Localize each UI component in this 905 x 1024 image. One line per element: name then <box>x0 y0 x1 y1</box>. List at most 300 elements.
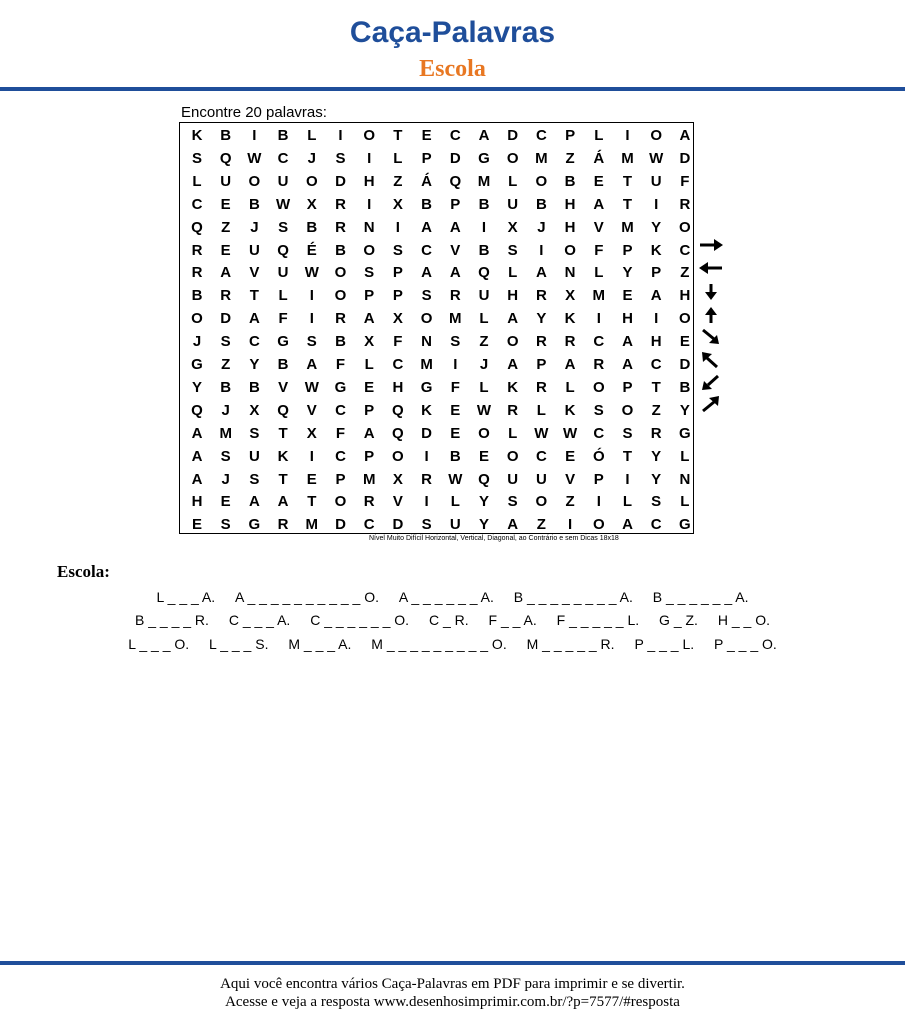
grid-letter[interactable]: S <box>507 493 518 511</box>
grid-letter[interactable]: E <box>593 172 604 190</box>
grid-letter[interactable]: R <box>650 424 662 442</box>
grid-letter[interactable]: I <box>367 149 372 167</box>
grid-letter[interactable]: F <box>278 310 288 328</box>
grid-letter[interactable]: A <box>507 310 519 328</box>
grid-letter[interactable]: D <box>449 149 461 167</box>
grid-letter[interactable]: H <box>650 333 662 351</box>
grid-letter[interactable]: L <box>479 378 489 396</box>
grid-letter[interactable]: O <box>506 149 519 167</box>
grid-letter[interactable]: A <box>248 493 260 511</box>
grid-letter[interactable]: W <box>247 149 262 167</box>
grid-letter[interactable]: A <box>622 516 633 534</box>
grid-letter[interactable]: A <box>478 127 490 144</box>
grid-letter[interactable]: E <box>679 333 690 351</box>
grid-letter[interactable]: U <box>220 172 232 190</box>
grid-letter[interactable]: J <box>221 470 230 488</box>
grid-letter[interactable]: V <box>593 218 604 236</box>
grid-letter[interactable]: C <box>335 447 346 465</box>
grid-letter[interactable]: Z <box>651 401 661 419</box>
grid-letter[interactable]: I <box>654 195 659 213</box>
grid-letter[interactable]: I <box>309 287 314 305</box>
grid-letter[interactable]: S <box>191 149 202 167</box>
grid-letter[interactable]: Q <box>277 401 289 419</box>
grid-letter[interactable]: V <box>392 493 403 511</box>
grid-letter[interactable]: P <box>335 470 346 488</box>
grid-letter[interactable]: O <box>478 424 490 442</box>
grid-letter[interactable]: H <box>564 195 576 213</box>
grid-letter[interactable]: A <box>191 447 203 465</box>
grid-letter[interactable]: K <box>507 378 519 396</box>
grid-letter[interactable]: B <box>248 195 260 213</box>
grid-letter[interactable]: S <box>335 149 346 167</box>
grid-letter[interactable]: J <box>307 149 316 167</box>
grid-letter[interactable]: B <box>449 447 461 465</box>
grid-letter[interactable]: K <box>277 447 289 465</box>
grid-letter[interactable]: A <box>449 264 461 282</box>
grid-letter[interactable]: J <box>479 356 489 373</box>
grid-letter[interactable]: T <box>307 493 317 511</box>
grid-letter[interactable]: R <box>191 264 203 282</box>
grid-letter[interactable]: N <box>363 218 375 236</box>
grid-letter[interactable]: I <box>367 195 372 213</box>
grid-letter[interactable]: É <box>306 241 317 259</box>
grid-letter[interactable]: W <box>304 264 319 282</box>
grid-letter[interactable]: I <box>252 127 257 144</box>
grid-letter[interactable]: Ó <box>592 447 605 465</box>
grid-letter[interactable]: I <box>338 127 343 144</box>
grid-letter[interactable]: Y <box>191 378 202 396</box>
grid-letter[interactable]: L <box>508 424 518 442</box>
grid-letter[interactable]: M <box>621 149 634 167</box>
grid-letter[interactable]: X <box>392 470 403 488</box>
grid-letter[interactable]: F <box>335 356 346 373</box>
grid-letter[interactable]: A <box>593 195 605 213</box>
grid-letter[interactable]: P <box>364 401 375 419</box>
grid-letter[interactable]: O <box>679 310 691 328</box>
grid-letter[interactable]: L <box>307 127 317 144</box>
grid-letter[interactable]: I <box>395 218 400 236</box>
grid-letter[interactable]: C <box>593 424 605 442</box>
grid-letter[interactable]: Y <box>536 310 547 328</box>
grid-letter[interactable]: K <box>421 401 433 419</box>
grid-letter[interactable]: R <box>191 241 203 259</box>
grid-letter[interactable]: H <box>191 493 203 511</box>
grid-letter[interactable]: G <box>420 378 433 396</box>
grid-letter[interactable]: E <box>220 195 231 213</box>
grid-letter[interactable]: S <box>220 516 231 534</box>
grid-letter[interactable]: Y <box>679 401 690 419</box>
grid-letter[interactable]: Y <box>651 218 662 236</box>
grid-letter[interactable]: F <box>594 241 604 259</box>
grid-letter[interactable]: O <box>564 241 576 259</box>
grid-letter[interactable]: S <box>622 424 633 442</box>
grid-letter[interactable]: Y <box>478 493 489 511</box>
grid-letter[interactable]: Z <box>393 172 403 190</box>
grid-letter[interactable]: O <box>535 172 548 190</box>
grid-letter[interactable]: A <box>535 264 547 282</box>
grid-letter[interactable]: C <box>535 447 547 465</box>
grid-letter[interactable]: W <box>534 424 549 442</box>
grid-letter[interactable]: L <box>565 378 575 396</box>
grid-letter[interactable]: R <box>535 287 547 305</box>
grid-letter[interactable]: U <box>535 470 547 488</box>
grid-letter[interactable]: S <box>392 241 403 259</box>
grid-letter[interactable]: Q <box>191 218 203 236</box>
grid-letter[interactable]: U <box>507 195 519 213</box>
grid-letter[interactable]: T <box>249 287 259 305</box>
grid-letter[interactable]: L <box>594 127 604 144</box>
grid-letter[interactable]: I <box>596 310 601 328</box>
grid-letter[interactable]: T <box>278 424 288 442</box>
grid-letter[interactable]: Á <box>593 149 605 167</box>
grid-letter[interactable]: N <box>564 264 576 282</box>
grid-letter[interactable]: R <box>564 333 576 351</box>
grid-letter[interactable]: T <box>622 447 633 465</box>
grid-letter[interactable]: O <box>506 333 519 351</box>
grid-letter[interactable]: N <box>679 470 691 488</box>
grid-letter[interactable]: O <box>621 401 634 419</box>
grid-letter[interactable]: H <box>392 378 404 396</box>
grid-letter[interactable]: O <box>679 218 691 236</box>
grid-letter[interactable]: L <box>192 172 202 190</box>
grid-letter[interactable]: Q <box>478 264 490 282</box>
grid-letter[interactable]: L <box>536 401 546 419</box>
grid-letter[interactable]: H <box>679 287 691 305</box>
grid-letter[interactable]: R <box>335 218 346 236</box>
grid-letter[interactable]: G <box>191 356 203 373</box>
grid-letter[interactable]: X <box>306 195 317 213</box>
grid-letter[interactable]: N <box>421 333 433 351</box>
grid-letter[interactable]: D <box>392 516 404 534</box>
grid-letter[interactable]: Q <box>449 172 462 190</box>
grid-letter[interactable]: M <box>449 310 462 328</box>
grid-letter[interactable]: K <box>191 127 203 144</box>
grid-letter[interactable]: I <box>424 447 429 465</box>
grid-letter[interactable]: D <box>335 516 346 534</box>
grid-letter[interactable]: E <box>421 127 432 144</box>
grid-letter[interactable]: D <box>679 149 691 167</box>
grid-letter[interactable]: R <box>335 310 346 328</box>
grid-letter[interactable]: B <box>564 172 576 190</box>
grid-letter[interactable]: Z <box>479 333 489 351</box>
grid-letter[interactable]: S <box>421 516 432 534</box>
grid-letter[interactable]: L <box>594 264 604 282</box>
grid-letter[interactable]: O <box>650 127 663 144</box>
grid-letter[interactable]: R <box>363 493 375 511</box>
grid-letter[interactable]: R <box>421 470 433 488</box>
grid-letter[interactable]: E <box>191 516 202 534</box>
grid-letter[interactable]: M <box>592 287 606 305</box>
grid-letter[interactable]: V <box>565 470 576 488</box>
grid-letter[interactable]: J <box>192 333 202 351</box>
grid-letter[interactable]: X <box>392 195 403 213</box>
grid-letter[interactable]: O <box>334 287 347 305</box>
grid-letter[interactable]: B <box>335 241 346 259</box>
grid-letter[interactable]: P <box>565 127 576 144</box>
grid-letter[interactable]: B <box>277 356 289 373</box>
grid-letter[interactable]: E <box>364 378 375 396</box>
grid-letter[interactable]: C <box>421 241 433 259</box>
grid-letter[interactable]: G <box>248 516 261 534</box>
grid-letter[interactable]: M <box>420 356 433 373</box>
grid-letter[interactable]: F <box>680 172 690 190</box>
grid-letter[interactable]: A <box>622 333 633 351</box>
grid-letter[interactable]: O <box>592 378 605 396</box>
grid-letter[interactable]: B <box>220 378 232 396</box>
grid-letter[interactable]: E <box>220 241 231 259</box>
grid-letter[interactable]: C <box>650 516 662 534</box>
grid-letter[interactable]: O <box>248 172 261 190</box>
grid-letter[interactable]: A <box>248 310 260 328</box>
grid-letter[interactable]: E <box>450 401 461 419</box>
grid-letter[interactable]: U <box>507 470 519 488</box>
grid-letter[interactable]: V <box>249 264 260 282</box>
grid-letter[interactable]: S <box>278 218 289 236</box>
grid-letter[interactable]: O <box>191 310 203 328</box>
grid-letter[interactable]: V <box>278 378 289 396</box>
grid-letter[interactable]: F <box>393 333 403 351</box>
grid-letter[interactable]: O <box>334 264 347 282</box>
grid-letter[interactable]: Y <box>622 264 633 282</box>
grid-letter[interactable]: V <box>306 401 317 419</box>
grid-letter[interactable]: R <box>535 378 547 396</box>
grid-letter[interactable]: C <box>392 356 404 373</box>
grid-letter[interactable]: O <box>420 310 433 328</box>
grid-letter[interactable]: G <box>478 149 490 167</box>
grid-letter[interactable]: Y <box>651 447 662 465</box>
grid-letter[interactable]: Y <box>478 516 489 534</box>
grid-letter[interactable]: A <box>622 356 633 373</box>
grid-letter[interactable]: K <box>564 310 576 328</box>
grid-letter[interactable]: A <box>306 356 318 373</box>
grid-letter[interactable]: K <box>650 241 662 259</box>
grid-letter[interactable]: S <box>507 241 518 259</box>
grid-letter[interactable]: I <box>309 447 314 465</box>
grid-letter[interactable]: O <box>592 516 605 534</box>
grid-letter[interactable]: C <box>449 127 461 144</box>
grid-letter[interactable]: D <box>507 127 519 144</box>
grid-letter[interactable]: W <box>276 195 291 213</box>
grid-letter[interactable]: U <box>277 264 289 282</box>
grid-letter[interactable]: P <box>450 195 461 213</box>
grid-letter[interactable]: P <box>622 378 633 396</box>
grid-letter[interactable]: U <box>277 172 289 190</box>
grid-letter[interactable]: E <box>622 287 633 305</box>
grid-letter[interactable]: F <box>335 424 346 442</box>
grid-letter[interactable]: S <box>450 333 461 351</box>
grid-letter[interactable]: Z <box>536 516 546 534</box>
grid-letter[interactable]: L <box>508 264 518 282</box>
grid-letter[interactable]: Q <box>392 424 404 442</box>
grid-letter[interactable]: D <box>679 356 691 373</box>
grid-letter[interactable]: O <box>506 447 519 465</box>
grid-letter[interactable]: Q <box>219 149 232 167</box>
grid-letter[interactable]: I <box>453 356 458 373</box>
grid-letter[interactable]: B <box>421 195 433 213</box>
grid-letter[interactable]: B <box>535 195 547 213</box>
grid-letter[interactable]: C <box>593 333 605 351</box>
grid-letter[interactable]: Y <box>249 356 260 373</box>
grid-letter[interactable]: L <box>680 493 690 511</box>
grid-letter[interactable]: O <box>363 127 376 144</box>
grid-letter[interactable]: L <box>508 172 518 190</box>
grid-letter[interactable]: M <box>362 470 376 488</box>
grid-letter[interactable]: E <box>306 470 317 488</box>
grid-letter[interactable]: B <box>248 378 260 396</box>
grid-letter[interactable]: S <box>364 264 375 282</box>
grid-letter[interactable]: W <box>563 424 578 442</box>
grid-letter[interactable]: H <box>564 218 576 236</box>
grid-letter[interactable]: B <box>478 241 490 259</box>
grid-letter[interactable]: A <box>277 493 289 511</box>
grid-letter[interactable]: B <box>306 218 318 236</box>
grid-letter[interactable]: T <box>651 378 661 396</box>
grid-letter[interactable]: R <box>535 333 547 351</box>
grid-letter[interactable]: S <box>306 333 317 351</box>
grid-letter[interactable]: Z <box>680 264 690 282</box>
grid-letter[interactable]: B <box>335 333 346 351</box>
grid-letter[interactable]: H <box>507 287 519 305</box>
grid-letter[interactable]: M <box>621 218 634 236</box>
grid-letter[interactable]: A <box>220 264 232 282</box>
grid-letter[interactable]: G <box>679 424 691 442</box>
grid-letter[interactable]: L <box>393 149 403 167</box>
grid-letter[interactable]: C <box>191 195 203 213</box>
grid-letter[interactable]: T <box>622 195 633 213</box>
grid-letter[interactable]: A <box>421 218 433 236</box>
grid-letter[interactable]: S <box>593 401 604 419</box>
grid-letter[interactable]: A <box>191 470 203 488</box>
grid-letter[interactable]: S <box>220 333 231 351</box>
grid-letter[interactable]: H <box>622 310 633 328</box>
grid-letter[interactable]: U <box>449 516 461 534</box>
grid-letter[interactable]: O <box>305 172 318 190</box>
grid-letter[interactable]: C <box>248 333 260 351</box>
grid-letter[interactable]: X <box>364 333 375 351</box>
grid-letter[interactable]: U <box>248 447 260 465</box>
grid-letter[interactable]: P <box>364 287 375 305</box>
grid-letter[interactable]: Á <box>421 172 433 190</box>
grid-letter[interactable]: P <box>364 447 375 465</box>
grid-letter[interactable]: W <box>476 401 492 419</box>
grid-letter[interactable]: E <box>220 493 231 511</box>
grid-letter[interactable]: S <box>249 470 260 488</box>
grid-letter[interactable]: I <box>539 241 544 259</box>
grid-letter[interactable]: I <box>309 310 314 328</box>
grid-letter[interactable]: A <box>191 424 203 442</box>
grid-letter[interactable]: L <box>479 310 489 328</box>
grid-letter[interactable]: B <box>220 127 232 144</box>
grid-letter[interactable]: P <box>536 356 547 373</box>
grid-letter[interactable]: A <box>564 356 576 373</box>
grid-letter[interactable]: A <box>507 356 519 373</box>
grid-letter[interactable]: A <box>650 287 662 305</box>
grid-letter[interactable]: S <box>249 424 260 442</box>
grid-letter[interactable]: B <box>679 378 691 396</box>
grid-letter[interactable]: A <box>507 516 519 534</box>
grid-letter[interactable]: L <box>450 493 460 511</box>
grid-letter[interactable]: A <box>679 127 691 144</box>
grid-letter[interactable]: X <box>507 218 518 236</box>
grid-letter[interactable]: G <box>679 516 691 534</box>
grid-letter[interactable]: Q <box>277 241 289 259</box>
grid-letter[interactable]: C <box>679 241 691 259</box>
grid-letter[interactable]: X <box>392 310 403 328</box>
grid-letter[interactable]: C <box>650 356 662 373</box>
grid-letter[interactable]: I <box>625 470 630 488</box>
grid-letter[interactable]: L <box>680 447 690 465</box>
grid-letter[interactable]: M <box>305 516 319 534</box>
grid-letter[interactable]: L <box>622 493 633 511</box>
grid-letter[interactable]: B <box>478 195 490 213</box>
grid-letter[interactable]: Q <box>191 401 203 419</box>
grid-letter[interactable]: I <box>625 127 630 144</box>
grid-letter[interactable]: O <box>392 447 404 465</box>
grid-letter[interactable]: U <box>478 287 490 305</box>
grid-letter[interactable]: E <box>478 447 489 465</box>
grid-letter[interactable]: M <box>477 172 491 190</box>
grid-letter[interactable]: Z <box>221 218 231 236</box>
grid-letter[interactable]: M <box>219 424 232 442</box>
grid-letter[interactable]: S <box>421 287 432 305</box>
grid-letter[interactable]: P <box>421 149 432 167</box>
grid-letter[interactable]: D <box>335 172 346 190</box>
grid-letter[interactable]: W <box>448 470 463 488</box>
grid-letter[interactable]: P <box>651 264 662 282</box>
grid-letter[interactable]: A <box>363 310 375 328</box>
grid-letter[interactable]: U <box>650 172 662 190</box>
grid-letter[interactable]: P <box>593 470 604 488</box>
grid-letter[interactable]: M <box>535 149 548 167</box>
grid-letter[interactable]: H <box>363 172 375 190</box>
grid-letter[interactable]: C <box>363 516 375 534</box>
grid-letter[interactable]: I <box>424 493 429 511</box>
grid-letter[interactable]: Q <box>478 470 490 488</box>
grid-letter[interactable]: T <box>393 127 403 144</box>
grid-letter[interactable]: J <box>537 218 546 236</box>
grid-letter[interactable]: A <box>363 424 375 442</box>
grid-letter[interactable]: A <box>421 264 433 282</box>
grid-letter[interactable]: X <box>306 424 317 442</box>
grid-letter[interactable]: C <box>335 401 346 419</box>
grid-letter[interactable]: I <box>596 493 601 511</box>
grid-letter[interactable]: V <box>450 241 461 259</box>
grid-letter[interactable]: X <box>565 287 576 305</box>
grid-letter[interactable]: I <box>654 310 659 328</box>
grid-letter[interactable]: D <box>220 310 232 328</box>
grid-letter[interactable]: L <box>278 287 288 305</box>
grid-letter[interactable]: R <box>277 516 289 534</box>
grid-letter[interactable]: R <box>335 195 346 213</box>
grid-letter[interactable]: R <box>593 356 605 373</box>
grid-letter[interactable]: C <box>535 127 547 144</box>
grid-letter[interactable]: W <box>649 149 664 167</box>
grid-letter[interactable]: O <box>334 493 347 511</box>
grid-letter[interactable]: G <box>277 333 289 351</box>
grid-letter[interactable]: I <box>568 516 573 534</box>
grid-letter[interactable]: K <box>564 401 576 419</box>
grid-letter[interactable]: P <box>392 287 403 305</box>
grid-letter[interactable]: Q <box>392 401 404 419</box>
grid-letter[interactable]: D <box>421 424 433 442</box>
grid-letter[interactable]: R <box>449 287 461 305</box>
grid-letter[interactable]: T <box>278 470 288 488</box>
grid-letter[interactable]: E <box>565 447 576 465</box>
grid-letter[interactable]: U <box>248 241 260 259</box>
grid-letter[interactable]: Z <box>565 149 575 167</box>
grid-letter[interactable]: J <box>221 401 230 419</box>
grid-letter[interactable]: Z <box>221 356 231 373</box>
